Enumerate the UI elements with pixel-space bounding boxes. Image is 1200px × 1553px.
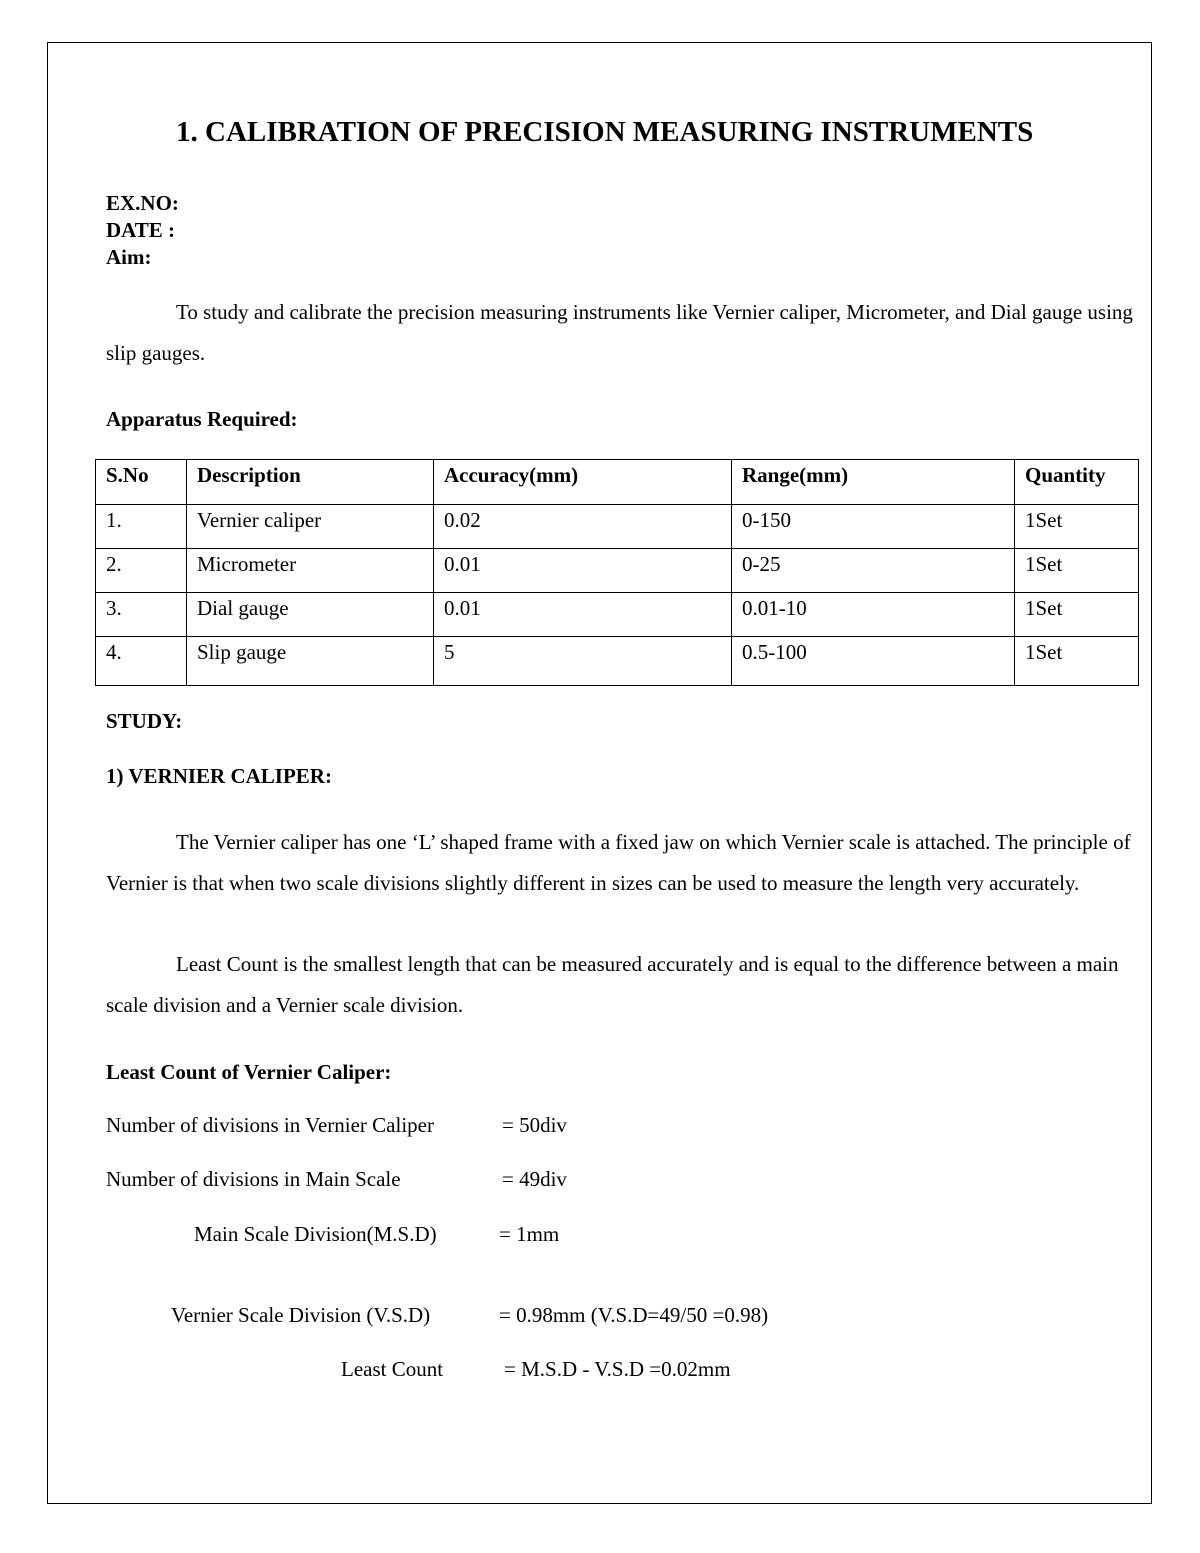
main-divisions-label: Number of divisions in Main Scale: [106, 1167, 401, 1191]
header-range: Range(mm): [732, 460, 1015, 505]
header-accuracy: Accuracy(mm): [434, 460, 732, 505]
msd-label: Main Scale Division(M.S.D): [194, 1222, 437, 1246]
ex-no-label: EX.NO:: [106, 191, 179, 215]
least-count-label: Least Count: [341, 1357, 444, 1381]
cell-description: Dial gauge: [187, 593, 434, 637]
cell-description: Slip gauge: [187, 637, 434, 686]
apparatus-table: [95, 459, 1139, 686]
cell-quantity: 1Set: [1015, 505, 1139, 549]
cell-quantity: 1Set: [1015, 593, 1139, 637]
vsd-value: = 0.98mm (V.S.D=49/50 =0.98): [499, 1303, 769, 1327]
cell-sno: 3.: [96, 593, 187, 637]
aim-paragraph: [106, 292, 1146, 373]
vernier-paragraph-2: [106, 944, 1146, 1025]
vernier-divisions-label: Number of divisions in Vernier Caliper: [106, 1113, 434, 1137]
cell-description: Micrometer: [187, 549, 434, 593]
cell-description: Vernier caliper: [187, 505, 434, 549]
cell-accuracy: 5: [434, 637, 732, 686]
header-sno: S.No: [96, 460, 187, 505]
least-count-value: = M.S.D - V.S.D =0.02mm: [504, 1357, 731, 1381]
cell-range: 0-150: [732, 505, 1015, 549]
least-count-heading: Least Count of Vernier Caliper:: [106, 1060, 392, 1084]
date-label: DATE :: [106, 218, 176, 242]
aim-text: To study and calibrate the precision measuring instruments like Vernier caliper, Micrometer, and Dial gauge using slip gauges.: [106, 300, 1133, 365]
cell-accuracy: 0.01: [434, 593, 732, 637]
cell-quantity: 1Set: [1015, 549, 1139, 593]
cell-sno: 4.: [96, 637, 187, 686]
vsd-label: Vernier Scale Division (V.S.D): [171, 1303, 431, 1327]
aim-label: Aim:: [106, 245, 152, 269]
cell-range: 0.01-10: [732, 593, 1015, 637]
vernier-heading: 1) VERNIER CALIPER:: [106, 764, 332, 788]
apparatus-heading: Apparatus Required:: [106, 407, 298, 431]
vernier-text-1: The Vernier caliper has one ‘L’ shaped frame with a fixed jaw on which Vernier scale is attached. The principle of Vernier is that when two scale divisions slightly different in sizes can be used to measure the length very accurately.: [106, 830, 1131, 895]
cell-sno: 2.: [96, 549, 187, 593]
study-heading: STUDY:: [106, 709, 183, 733]
vernier-text-2: Least Count is the smallest length that can be measured accurately and is equal to the difference between a main scale division and a Vernier scale division.: [106, 952, 1119, 1017]
table-row: [96, 593, 1139, 637]
msd-value: = 1mm: [499, 1222, 560, 1246]
cell-range: 0.5-100: [732, 637, 1015, 686]
cell-sno: 1.: [96, 505, 187, 549]
table-row: [96, 637, 1139, 686]
cell-range: 0-25: [732, 549, 1015, 593]
header-description: Description: [187, 460, 434, 505]
cell-quantity: 1Set: [1015, 637, 1139, 686]
header-quantity: Quantity: [1015, 460, 1139, 505]
table-row: [96, 549, 1139, 593]
vernier-divisions-value: = 50div: [502, 1113, 567, 1137]
table-row: [96, 505, 1139, 549]
cell-accuracy: 0.01: [434, 549, 732, 593]
cell-accuracy: 0.02: [434, 505, 732, 549]
vernier-paragraph-1: [106, 822, 1146, 903]
main-divisions-value: = 49div: [502, 1167, 567, 1191]
page-title: 1. CALIBRATION OF PRECISION MEASURING INSTRUMENTS: [176, 116, 1034, 148]
table-header-row: [96, 460, 1139, 505]
